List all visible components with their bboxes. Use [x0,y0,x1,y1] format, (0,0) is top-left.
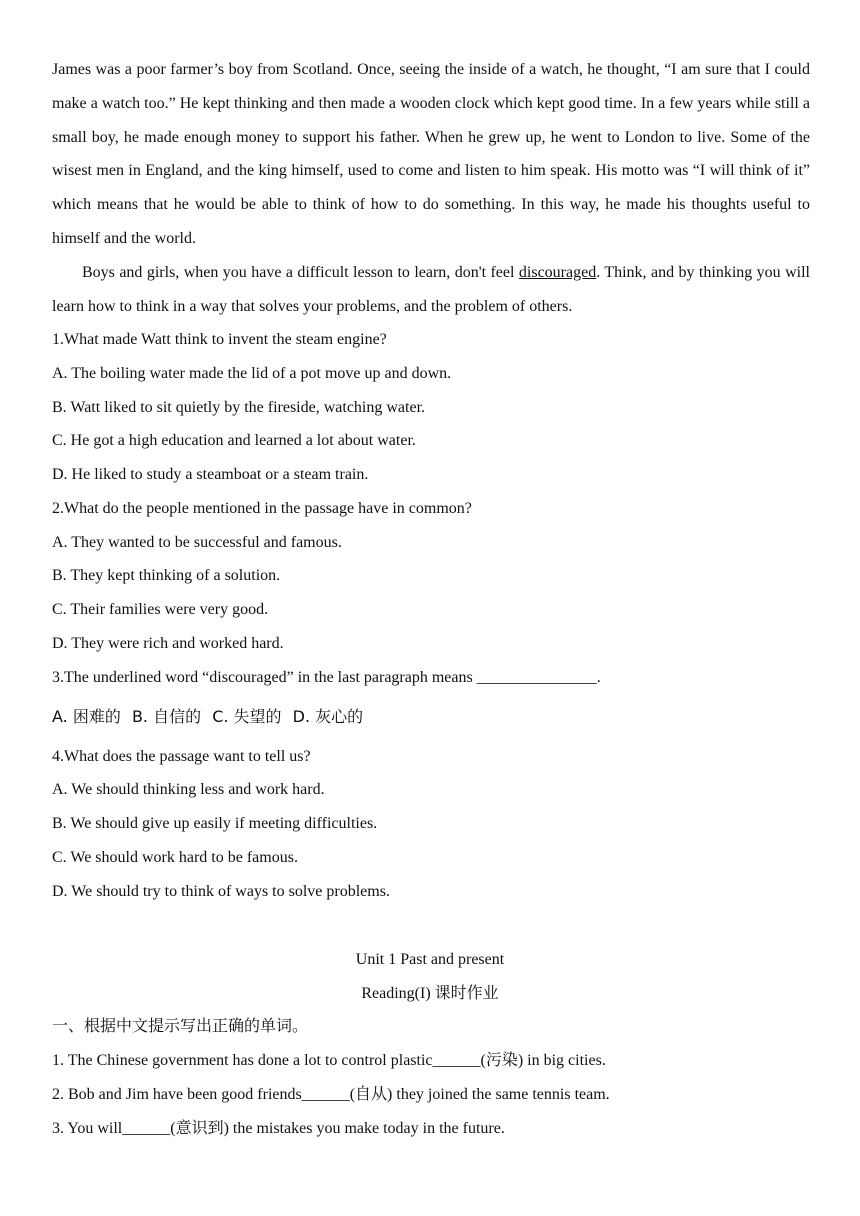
question-3-option-c: C. 失望的 [212,707,282,726]
question-1-stem: 1.What made Watt think to invent the steam engine? [52,331,387,348]
question-4-option-c: C. We should work hard to be famous. [52,849,298,866]
question-4-option-d: D. We should try to think of ways to solve problems. [52,883,390,900]
underlined-word: discouraged [518,264,597,281]
question-3-option-a: A. 困难的 [52,707,121,726]
section-heading: 一、根据中文提示写出正确的单词。 [52,1018,309,1035]
question-2-option-c: C. Their families were very good. [52,601,269,618]
question-3-option-b: B. 自信的 [131,707,202,726]
passage-paragraph-1-text: James was a poor farmer’s boy from Scotland. Once, seeing the inside of a watch, he thought, “I am sure that I could make a watch too.” He kept thinking and then made a wooden clock which kept good time. In a few years while still a small boy, he made enough money to support his father. When he grew up, he went to London to live. Some of the wisest men in England, and the king himself, used to come and listen to him speak. His motto was “I will think of it” which means that he would be able to think of how to do something. In this way, he made his thoughts useful to himself and the world. [52,61,810,247]
question-1-option-b: B. Watt liked to sit quietly by the fireside, watching water. [52,399,426,416]
passage-paragraph-2-text-end: . Think, and by thinking you will learn how to think in a way that solves your problems, and the problem of others. [52,264,810,315]
passage-paragraph-2-text-start: Boys and girls, when you have a difficult lesson to learn, don't feel [82,264,519,281]
exercise-item-2: 2. Bob and Jim have been good friends______(自从) they joined the same tennis team. [52,1086,610,1103]
question-3-stem: 3.The underlined word “discouraged” in the last paragraph means _______________. [52,669,601,686]
question-3-options [52,707,369,727]
unit-subtitle: Reading(I) 课时作业 [361,985,499,1002]
question-2-stem: 2.What do the people mentioned in the passage have in common? [52,500,472,517]
unit-title: Unit 1 Past and present [355,951,505,968]
question-1-option-c: C. He got a high education and learned a lot about water. [52,432,416,449]
exercise-item-1: 1. The Chinese government has done a lot to control plastic______(污染) in big cities. [52,1052,606,1069]
question-2-option-d: D. They were rich and worked hard. [52,635,284,652]
exercise-item-3: 3. You will______(意识到) the mistakes you make today in the future. [52,1120,505,1137]
passage-paragraph-2 [52,256,810,324]
question-2-option-a: A. They wanted to be successful and famous. [52,534,342,551]
question-4-option-b: B. We should give up easily if meeting difficulties. [52,815,378,832]
question-1-option-a: A. The boiling water made the lid of a pot move up and down. [52,365,452,382]
question-2-option-b: B. They kept thinking of a solution. [52,567,281,584]
question-4-option-a: A. We should thinking less and work hard. [52,781,325,798]
passage-paragraph-1 [52,53,810,256]
question-1-option-d: D. He liked to study a steamboat or a steam train. [52,466,369,483]
question-4-stem: 4.What does the passage want to tell us? [52,748,311,765]
question-3-option-d: D. 灰心的 [292,707,364,726]
